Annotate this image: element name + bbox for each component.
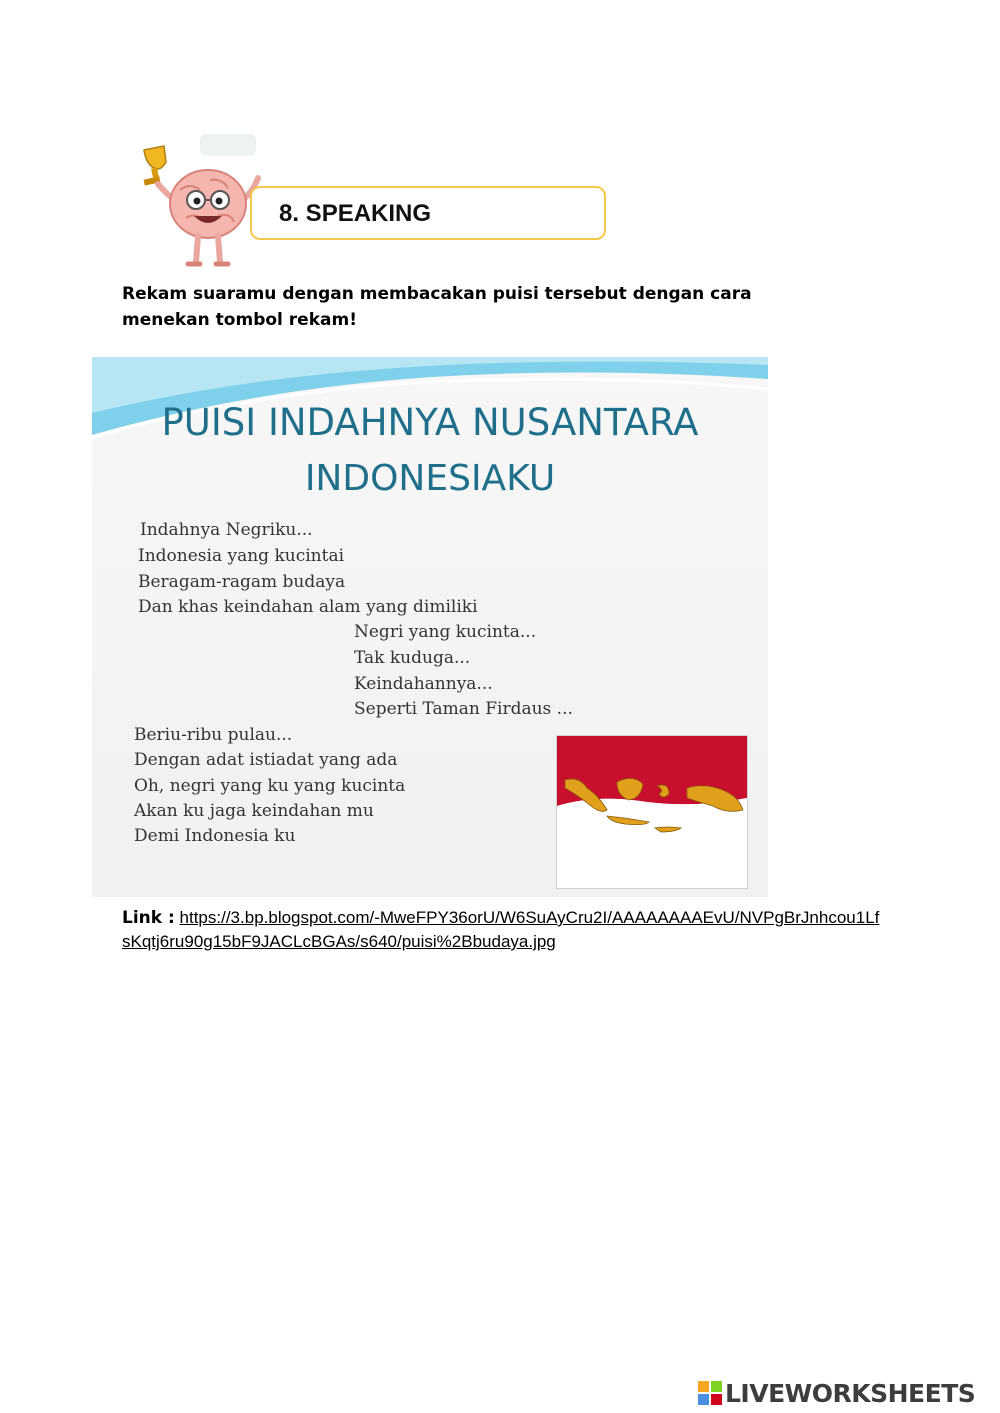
poem-title-line2: INDONESIAKU: [304, 458, 556, 499]
indonesia-flag-map-image: [556, 735, 748, 889]
poem-line: Indahnya Negriku...: [140, 520, 313, 540]
poem-line: Akan ku jaga keindahan mu: [134, 801, 374, 821]
poem-line: Demi Indonesia ku: [134, 826, 296, 846]
poem-title-line1: PUISI INDAHNYA NUSANTARA: [161, 401, 699, 444]
poem-image: [92, 357, 768, 897]
poem-line: Indonesia yang kucintai: [138, 546, 345, 566]
poem-line: Dengan adat istiadat yang ada: [134, 750, 398, 770]
section-title: 8. SPEAKING: [279, 200, 432, 227]
liveworksheets-brand[interactable]: [698, 1378, 975, 1408]
link-label: Link :: [122, 908, 175, 928]
poem-line: Seperti Taman Firdaus ...: [354, 699, 573, 719]
poem-line: Keindahannya...: [354, 674, 493, 694]
indonesia-map-icon: [557, 736, 747, 888]
liveworksheets-logo-icon: [698, 1381, 722, 1405]
poem-line: Negri yang kucinta...: [354, 622, 537, 642]
poem-line: Oh, negri yang ku yang kucinta: [134, 776, 406, 796]
brand-name: LIVEWORKSHEETS: [725, 1378, 976, 1408]
poem-line: Dan khas keindahan alam yang dimiliki: [138, 597, 478, 617]
poem-line: Beriu-ribu pulau...: [134, 725, 293, 745]
poem-line: Tak kuduga...: [354, 648, 471, 668]
source-link[interactable]: https://3.bp.blogspot.com/-MweFPY36orU/W6SuAyCru2I/AAAAAAAAEvU/NVPgBrJnhcou1LfsKqtj6ru90g15bF9JACLcBGAs/s640/puisi%2Bbudaya.jpg: [122, 908, 880, 951]
trophy-icon: [144, 146, 166, 186]
instruction-text: Rekam suaramu dengan membacakan puisi tersebut dengan cara menekan tombol rekam!: [122, 284, 752, 330]
poem-line: Beragam-ragam budaya: [138, 572, 346, 592]
source-link-row: [122, 906, 882, 953]
